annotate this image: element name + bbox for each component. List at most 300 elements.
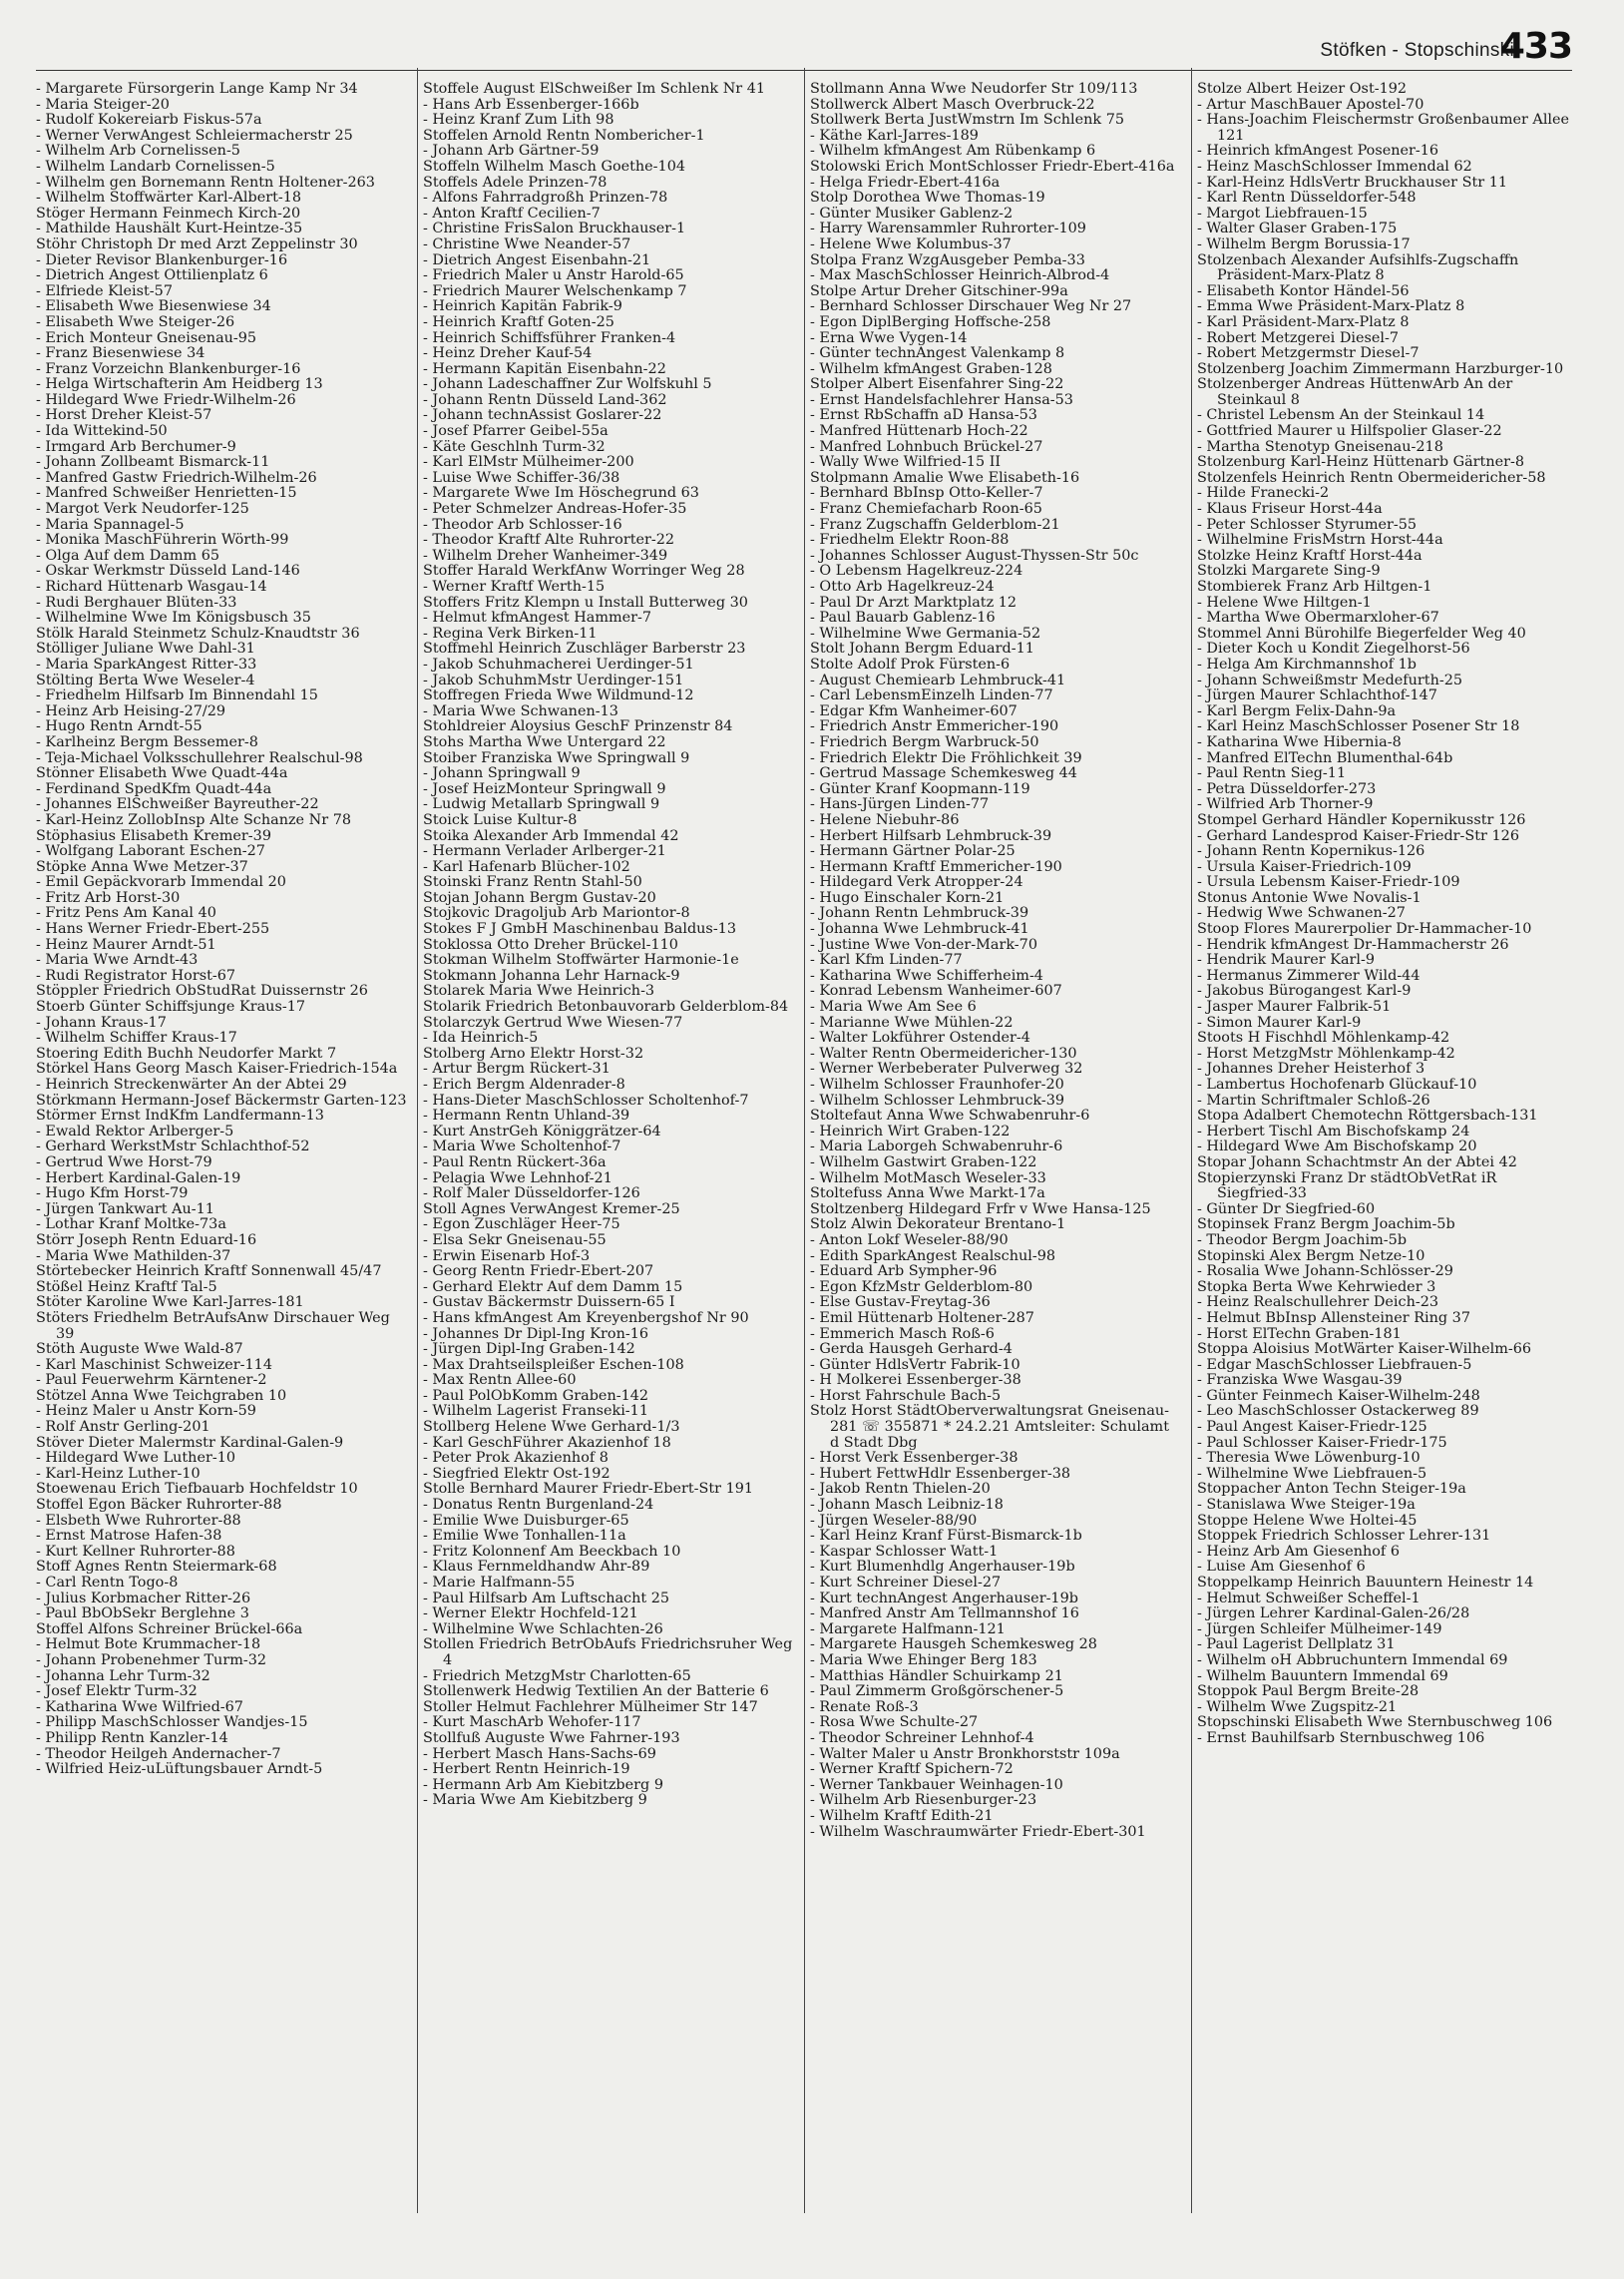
directory-entry: - Wilhelm kfmAngest Am Rübenkamp 6 — [810, 143, 1096, 160]
directory-entry: - Margarete Halfmann-121 — [810, 1620, 1006, 1637]
directory-entry: Stoinski Franz Rentn Stahl-50 — [423, 874, 642, 891]
directory-entry: Stopa Adalbert Chemotechn Röttgersbach-131 — [1197, 1108, 1538, 1125]
directory-entry: Stöpke Anna Wwe Metzer-37 — [36, 858, 248, 875]
directory-entry: - Herbert Rentn Heinrich-19 — [423, 1761, 630, 1778]
directory-entry: Stoppe Helene Wwe Holtei-45 — [1197, 1512, 1418, 1529]
directory-entry: - Johann Zollbeamt Bismarck-11 — [36, 454, 270, 471]
directory-entry: - Emilie Wwe Tonhallen-11a — [423, 1528, 626, 1545]
directory-entry: Stolp Dorothea Wwe Thomas-19 — [810, 190, 1045, 207]
directory-entry: - Hermann Verlader Arlberger-21 — [423, 843, 666, 860]
directory-entry: Stoff Agnes Rentn Steiermark-68 — [36, 1559, 277, 1576]
directory-entry: - Petra Düsseldorfer-273 — [1197, 780, 1377, 797]
directory-entry: - Erwin Eisenarb Hof-3 — [423, 1247, 591, 1264]
directory-entry: Stoffelen Arnold Rentn Nombericher-1 — [423, 127, 705, 144]
directory-entry: Stopinsek Franz Bergm Joachim-5b — [1197, 1216, 1455, 1233]
directory-entry: - Erich Monteur Gneisenau-95 — [36, 329, 257, 346]
directory-entry: - Monika MaschFührerin Wörth-99 — [36, 532, 289, 549]
directory-entry: - Friedrich Maler u Anstr Harold-65 — [423, 267, 684, 284]
directory-entry: Stopierzynski Franz Dr städtObVetRat iR Siegfried-33 — [1197, 1169, 1497, 1202]
directory-entry: - Maria Wwe Ehinger Berg 183 — [810, 1651, 1037, 1668]
directory-entry: - Heinrich Kraftf Goten-25 — [423, 313, 614, 330]
directory-entry: Stößel Heinz Kraftf Tal-5 — [36, 1278, 217, 1295]
running-head: Stöfken - Stopschinski — [1320, 40, 1514, 61]
directory-entry: - Günter Feinmech Kaiser-Wilhelm-248 — [1197, 1387, 1480, 1404]
directory-entry: Stolz Horst StädtOberverwaltungsrat Gneisenau-281 ☏ 355871 * 24.2.21 Amtsleiter: Schulamt d Stadt Dbg — [810, 1403, 1170, 1451]
directory-entry: Stolzenberg Joachim Zimmermann Harzburger-10 — [1197, 360, 1564, 377]
directory-entry: - Hendrik Maurer Karl-9 — [1197, 952, 1376, 969]
directory-entry: - Johann Probenehmer Turm-32 — [36, 1651, 267, 1668]
directory-entry: - Manfred Schweißer Henrietten-15 — [36, 485, 297, 502]
directory-entry: - Wilhelmine FrisMstrn Horst-44a — [1197, 532, 1443, 549]
directory-entry: - Stanislawa Wwe Steiger-19a — [1197, 1497, 1416, 1514]
directory-entry: Stolzenfels Heinrich Rentn Obermeidericher-58 — [1197, 469, 1546, 486]
directory-entry: Stohs Martha Wwe Untergard 22 — [423, 733, 666, 750]
directory-entry: Stolberg Arno Elektr Horst-32 — [423, 1045, 644, 1062]
directory-entry: - Günter technAngest Valenkamp 8 — [810, 345, 1065, 362]
directory-entry: - Friedrich MetzgMstr Charlotten-65 — [423, 1667, 691, 1684]
directory-entry: - Leo MaschSchlosser Ostackerweg 89 — [1197, 1403, 1479, 1420]
directory-entry: - Helga Friedr-Ebert-416a — [810, 174, 1001, 191]
directory-entry: - Karl-Heinz ZollobInsp Alte Schanze Nr 78 — [36, 811, 352, 828]
directory-entry: - Irmgard Arb Berchumer-9 — [36, 438, 236, 455]
directory-entry: - Ursula Lebensm Kaiser-Friedr-109 — [1197, 874, 1460, 891]
directory-entry: Störmer Ernst IndKfm Landfermann-13 — [36, 1108, 324, 1125]
directory-entry: Stollfuß Auguste Wwe Fahrner-193 — [423, 1729, 680, 1746]
directory-entry: - Emil Hüttenarb Holtener-287 — [810, 1309, 1034, 1326]
directory-entry: - Wilhelm oH Abbruchuntern Immendal 69 — [1197, 1651, 1508, 1668]
directory-entry: Stoll Agnes VerwAngest Kremer-25 — [423, 1200, 680, 1217]
directory-entry: - Ida Wittekind-50 — [36, 423, 168, 440]
directory-entry: - Friedrich Anstr Emmericher-190 — [810, 718, 1059, 735]
directory-entry: - Artur Bergm Rückert-31 — [423, 1061, 610, 1078]
directory-entry: - Ursula Kaiser-Friedrich-109 — [1197, 858, 1412, 875]
directory-entry: Stonus Antonie Wwe Novalis-1 — [1197, 889, 1421, 906]
directory-entry: - Wilhelm Schlosser Lehmbruck-39 — [810, 1092, 1065, 1109]
directory-entry: - Helmut BbInsp Allensteiner Ring 37 — [1197, 1309, 1470, 1326]
directory-entry: - Elfriede Kleist-57 — [36, 282, 173, 299]
directory-entry: - Gustav Bäckermstr Duissern-65 I — [423, 1294, 675, 1311]
directory-entry: - Richard Hüttenarb Wasgau-14 — [36, 579, 267, 595]
directory-entry: - Wilhelm Schiffer Kraus-17 — [36, 1030, 237, 1047]
directory-entry: - Elisabeth Wwe Biesenwiese 34 — [36, 298, 271, 315]
directory-entry: - Wally Wwe Wilfried-15 II — [810, 454, 1002, 471]
page-header — [0, 0, 1624, 72]
directory-entry: - Werner Kraftf Werth-15 — [423, 579, 606, 595]
directory-entry: - Maria Wwe Am Kiebitzberg 9 — [423, 1792, 647, 1809]
directory-entry: - Werner Tankbauer Weinhagen-10 — [810, 1776, 1063, 1793]
directory-entry: - Gerhard Elektr Auf dem Damm 15 — [423, 1278, 683, 1295]
directory-entry: - Heinrich Streckenwärter An der Abtei 29 — [36, 1077, 347, 1093]
directory-entry: - Johann Masch Leibniz-18 — [810, 1497, 1004, 1514]
directory-entry: - Franz Biesenwiese 34 — [36, 345, 205, 362]
directory-entry: - Wilhelm Gastwirt Graben-122 — [810, 1153, 1037, 1170]
directory-entry: - Egon DiplBerging Hoffsche-258 — [810, 313, 1051, 330]
directory-entry: - Wilhelm Stoffwärter Karl-Albert-18 — [36, 190, 302, 207]
directory-entry: - Wilhelm Arb Cornelissen-5 — [36, 143, 240, 160]
directory-entry: - Gerhard Landesprod Kaiser-Friedr-Str 126 — [1197, 827, 1519, 844]
directory-entry: - Helmut kfmAngest Hammer-7 — [423, 610, 652, 627]
directory-entry: Störkmann Hermann-Josef Bäckermstr Garten-123 — [36, 1092, 407, 1109]
directory-entry: - Paul Schlosser Kaiser-Friedr-175 — [1197, 1434, 1447, 1451]
directory-entry: - Walter Maler u Anstr Bronkhorststr 109a — [810, 1745, 1120, 1762]
directory-entry: Stoffele August ElSchweißer Im Schlenk Nr 41 — [423, 82, 766, 97]
directory-entry: - Carl Rentn Togo-8 — [36, 1575, 179, 1591]
directory-entry: - Johannes Schlosser August-Thyssen-Str 50c — [810, 547, 1139, 564]
directory-entry: - Hugo Rentn Arndt-55 — [36, 718, 203, 735]
directory-entry: - Hans-Joachim Fleischermstr Großenbaumer Allee 121 — [1197, 112, 1570, 144]
directory-entry: - Max Drahtseilspleißer Eschen-108 — [423, 1356, 684, 1373]
directory-entry: Stoltefuss Anna Wwe Markt-17a — [810, 1185, 1045, 1202]
directory-entry: - Matthias Händler Schuirkamp 21 — [810, 1667, 1063, 1684]
directory-entry: - Hermanus Zimmerer Wild-44 — [1197, 967, 1421, 984]
directory-entry: Stoffeln Wilhelm Masch Goethe-104 — [423, 158, 686, 175]
directory-entry: - Wilfried Heiz-uLüftungsbauer Arndt-5 — [36, 1761, 323, 1778]
directory-entry: Stöhr Christoph Dr med Arzt Zeppelinstr 30 — [36, 235, 358, 252]
directory-entry: - Wilhelm Kraftf Edith-21 — [810, 1807, 994, 1824]
directory-entry: Stolle Bernhard Maurer Friedr-Ebert-Str 191 — [423, 1481, 754, 1498]
directory-entry: - Carl LebensmEinzelh Linden-77 — [810, 687, 1053, 704]
directory-entry: - Martha Stenotyp Gneisenau-218 — [1197, 438, 1443, 455]
directory-entry: - Günter Kranf Koopmann-119 — [810, 780, 1030, 797]
directory-entry: Stoffers Fritz Klempn u Install Butterweg 30 — [423, 594, 748, 611]
directory-entry: - Manfred Hüttenarb Hoch-22 — [810, 423, 1028, 440]
directory-entry: - Heinz Dreher Kauf-54 — [423, 345, 593, 362]
directory-entry: - Kaspar Schlosser Watt-1 — [810, 1543, 999, 1560]
directory-entry: - Robert Metzgermstr Diesel-7 — [1197, 345, 1420, 362]
directory-entry: - Renate Roß-3 — [810, 1698, 919, 1715]
directory-entry: Stoller Helmut Fachlehrer Mülheimer Str 147 — [423, 1698, 758, 1715]
directory-entry: Stölting Berta Wwe Weseler-4 — [36, 672, 255, 688]
directory-entry: - Margarete Wwe Im Höschegrund 63 — [423, 485, 699, 502]
directory-entry: - Karl Bergm Felix-Dahn-9a — [1197, 702, 1397, 719]
directory-entry: Stoltefaut Anna Wwe Schwabenruhr-6 — [810, 1108, 1090, 1125]
directory-entry: - Theresia Wwe Löwenburg-10 — [1197, 1450, 1421, 1467]
directory-entry: - Theodor Arb Schlosser-16 — [423, 516, 622, 533]
directory-entry: - Kurt Schreiner Diesel-27 — [810, 1575, 1002, 1591]
directory-entry: - Ernst Handelsfachlehrer Hansa-53 — [810, 391, 1073, 408]
directory-entry: - Luise Wwe Schiffer-36/38 — [423, 469, 620, 486]
directory-entry: Stollen Friedrich BetrObAufs Friedrichsruher Weg 4 — [423, 1636, 793, 1668]
directory-entry: - Hildegard Wwe Friedr-Wilhelm-26 — [36, 391, 296, 408]
directory-entry: - Fritz Pens Am Kanal 40 — [36, 905, 216, 922]
directory-entry: - Jürgen Maurer Schlachthof-147 — [1197, 687, 1437, 704]
directory-entry: Stoiber Franziska Wwe Springwall 9 — [423, 749, 690, 766]
directory-entry: - Friedrich Elektr Die Fröhlichkeit 39 — [810, 749, 1082, 766]
directory-entry: - Elsbeth Wwe Ruhrorter-88 — [36, 1512, 241, 1529]
directory-entry: - Horst Fahrschule Bach-5 — [810, 1387, 1002, 1404]
directory-entry: - Walter Glaser Graben-175 — [1197, 221, 1398, 237]
directory-entry: - Franz Chemiefacharb Roon-65 — [810, 501, 1042, 518]
directory-entry: - Otto Arb Hagelkreuz-24 — [810, 579, 995, 595]
directory-entry: Stoffmehl Heinrich Zuschläger Barberstr 23 — [423, 641, 746, 658]
directory-entry: - Gerda Hausgeh Gerhard-4 — [810, 1341, 1013, 1358]
directory-entry: - Eduard Arb Sympher-96 — [810, 1263, 998, 1280]
directory-entry: - Gertrud Wwe Horst-79 — [36, 1153, 212, 1170]
directory-entry: - Theodor Bergm Joachim-5b — [1197, 1231, 1408, 1248]
directory-entry: - Horst Verk Essenberger-38 — [810, 1450, 1018, 1467]
directory-entry: - Heinrich Kapitän Fabrik-9 — [423, 298, 622, 315]
directory-entry: - Egon Zuschläger Heer-75 — [423, 1216, 620, 1233]
directory-entry: - Wilhelm Wwe Zugspitz-21 — [1197, 1698, 1398, 1715]
directory-entry: - Manfred ElTechn Blumenthal-64b — [1197, 749, 1453, 766]
directory-entry: Stötzel Anna Wwe Teichgraben 10 — [36, 1387, 287, 1404]
directory-entry: - Oskar Werkmstr Düsseld Land-146 — [36, 563, 300, 580]
directory-entry: - Bernhard Schlosser Dirschauer Weg Nr 27 — [810, 298, 1132, 315]
column-divider — [1191, 68, 1192, 2213]
directory-entry: - Hildegard Wwe Am Bischofskamp 20 — [1197, 1139, 1477, 1155]
directory-entry: - Heinrich Schiffsführer Franken-4 — [423, 329, 676, 346]
directory-entry: - Wilfried Arb Thorner-9 — [1197, 796, 1374, 813]
directory-entry: - Karl Rentn Düsseldorfer-548 — [1197, 190, 1417, 207]
directory-entry: - Wilhelmine Wwe Liebfrauen-5 — [1197, 1465, 1427, 1482]
directory-entry: - Karl Hafenarb Blücher-102 — [423, 858, 630, 875]
directory-entry: Stoick Luise Kultur-8 — [423, 811, 578, 828]
directory-entry: - Helene Wwe Hiltgen-1 — [1197, 594, 1372, 611]
directory-entry: Stöter Karoline Wwe Karl-Jarres-181 — [36, 1294, 304, 1311]
directory-entry: - Karl Kfm Linden-77 — [810, 952, 963, 969]
directory-entry: Stoppacher Anton Techn Steiger-19a — [1197, 1481, 1466, 1498]
directory-entry: - Maria Wwe Am See 6 — [810, 999, 977, 1016]
directory-entry: - Heinz Kranf Zum Lith 98 — [423, 112, 614, 129]
directory-entry: - Klaus Fernmeldhandw Ahr-89 — [423, 1559, 650, 1576]
directory-entry: - Theodor Schreiner Lehnhof-4 — [810, 1729, 1034, 1746]
directory-entry: - Josef Pfarrer Geibel-55a — [423, 423, 609, 440]
directory-entry: Stolarczyk Gertrud Wwe Wiesen-77 — [423, 1014, 683, 1031]
directory-entry: Stoffregen Frieda Wwe Wildmund-12 — [423, 687, 694, 704]
directory-entry: - Anton Lokf Weseler-88/90 — [810, 1231, 1009, 1248]
directory-entry: - Hermann Rentn Uhland-39 — [423, 1108, 630, 1125]
directory-entry: - Helga Am Kirchmannshof 1b — [1197, 656, 1417, 673]
directory-entry: - Helene Wwe Kolumbus-37 — [810, 235, 1012, 252]
directory-entry: - Johannes Dr Dipl-Ing Kron-16 — [423, 1325, 649, 1342]
directory-entry: - Lothar Kranf Moltke-73a — [36, 1216, 226, 1233]
directory-entry: Stoltzenberg Hildegard Frfr v Wwe Hansa-125 — [810, 1200, 1151, 1217]
directory-entry: - Rolf Maler Düsseldorfer-126 — [423, 1185, 640, 1202]
directory-entry: - Wilhelm Bergm Borussia-17 — [1197, 235, 1411, 252]
directory-entry: Stolowski Erich MontSchlosser Friedr-Ebert-416a — [810, 158, 1175, 175]
directory-entry: - Luise Am Giesenhof 6 — [1197, 1559, 1366, 1576]
directory-entry: - Anton Kraftf Cecilien-7 — [423, 205, 601, 222]
directory-entry: - Manfred Anstr Am Tellmannshof 16 — [810, 1605, 1079, 1622]
directory-entry: - Christine Wwe Neander-57 — [423, 235, 631, 252]
directory-entry: - Rosalia Wwe Johann-Schlösser-29 — [1197, 1263, 1453, 1280]
directory-entry: - Margarete Fürsorgerin Lange Kamp Nr 34 — [36, 82, 358, 97]
directory-entry: Stolzke Heinz Kraftf Horst-44a — [1197, 547, 1422, 564]
directory-entry: - Jakob Rentn Thielen-20 — [810, 1481, 991, 1498]
directory-entry: Stoffer Harald WerkfAnw Worringer Weg 28 — [423, 563, 745, 580]
directory-entry: - Rosa Wwe Schulte-27 — [810, 1714, 979, 1731]
directory-entry: - Horst Dreher Kleist-57 — [36, 407, 212, 424]
directory-entry: - Robert Metzgerei Diesel-7 — [1197, 329, 1399, 346]
page-number: 433 — [1499, 26, 1572, 67]
directory-entry: - Konrad Lebensm Wanheimer-607 — [810, 983, 1062, 1000]
directory-entry: - Philipp MaschSchlosser Wandjes-15 — [36, 1714, 308, 1731]
directory-entry: - Elisabeth Wwe Steiger-26 — [36, 313, 235, 330]
directory-entry: - Else Gustav-Freytag-36 — [810, 1294, 991, 1311]
directory-entry: Stöver Dieter Malermstr Kardinal-Galen-9 — [36, 1434, 344, 1451]
directory-entry: - Klaus Friseur Horst-44a — [1197, 501, 1383, 518]
directory-entry: - Kurt Kellner Ruhrorter-88 — [36, 1543, 235, 1560]
directory-entry: - Martha Wwe Obermarxloher-67 — [1197, 610, 1439, 627]
directory-entry: - Friedrich Maurer Welschenkamp 7 — [423, 282, 687, 299]
directory-entry: - Werner Werbeberater Pulverweg 32 — [810, 1061, 1083, 1078]
directory-entry: - Herbert Kardinal-Galen-19 — [36, 1169, 241, 1186]
directory-entry: - Pelagia Wwe Lehnhof-21 — [423, 1169, 612, 1186]
directory-entry: - Ferdinand SpedKfm Quadt-44a — [36, 780, 272, 797]
directory-entry: - Heinz Arb Am Giesenhof 6 — [1197, 1543, 1400, 1560]
directory-entry: - Karl ElMstr Mülheimer-200 — [423, 454, 634, 471]
directory-entry: - Heinrich Wirt Graben-122 — [810, 1123, 1011, 1140]
directory-entry: Stolpe Artur Dreher Gitschiner-99a — [810, 282, 1068, 299]
directory-entry: - Siegfried Elektr Ost-192 — [423, 1465, 610, 1482]
directory-entry: Stölk Harald Steinmetz Schulz-Knaudtstr 36 — [36, 625, 360, 642]
directory-entry: - Simon Maurer Karl-9 — [1197, 1014, 1362, 1031]
directory-entry: Stoffel Egon Bäcker Ruhrorter-88 — [36, 1497, 282, 1514]
directory-entry: - Günter HdlsVertr Fabrik-10 — [810, 1356, 1020, 1373]
directory-entry: Störkel Hans Georg Masch Kaiser-Friedrich-154a — [36, 1061, 398, 1078]
directory-entry: Stönner Elisabeth Wwe Quadt-44a — [36, 765, 288, 782]
directory-entry: - Karl Heinz Kranf Fürst-Bismarck-1b — [810, 1528, 1082, 1545]
directory-entry: - Hans Arb Essenberger-166b — [423, 96, 639, 113]
directory-entry: - Maria Wwe Mathilden-37 — [36, 1247, 231, 1264]
directory-entry: - Herbert Hilfsarb Lehmbruck-39 — [810, 827, 1052, 844]
directory-entry: - Helga Wirtschafterin Am Heidberg 13 — [36, 376, 323, 393]
directory-entry: Stolarek Maria Wwe Heinrich-3 — [423, 983, 655, 1000]
directory-entry: - Fritz Arb Horst-30 — [36, 889, 181, 906]
directory-entry: - Paul PolObKomm Graben-142 — [423, 1387, 649, 1404]
directory-entry: - Paul Rentn Rückert-36a — [423, 1153, 607, 1170]
directory-entry: - Heinrich kfmAngest Posener-16 — [1197, 143, 1439, 160]
directory-entry: - Heinz Realschullehrer Deich-23 — [1197, 1294, 1439, 1311]
directory-entry: - Peter Schlosser Styrumer-55 — [1197, 516, 1418, 533]
directory-entry: - Kurt Blumenhdlg Angerhauser-19b — [810, 1559, 1075, 1576]
directory-entry: - Jürgen Dipl-Ing Graben-142 — [423, 1341, 635, 1358]
directory-entry: - Hermann Arb Am Kiebitzberg 9 — [423, 1776, 663, 1793]
directory-entry: - Johann Rentn Düsseld Land-362 — [423, 391, 667, 408]
directory-entry: - Erich Bergm Aldenrader-8 — [423, 1077, 625, 1093]
directory-entry: - Wilhelm Arb Riesenburger-23 — [810, 1792, 1037, 1809]
directory-entry: - Peter Schmelzer Andreas-Hofer-35 — [423, 501, 687, 518]
directory-entry: - Karl-Heinz Luther-10 — [36, 1465, 201, 1482]
directory-entry: - Emilie Wwe Duisburger-65 — [423, 1512, 629, 1529]
directory-entry: - Ernst Matrose Hafen-38 — [36, 1528, 222, 1545]
directory-entry: Stoklossa Otto Dreher Brückel-110 — [423, 936, 678, 953]
directory-entry: - Edgar MaschSchlosser Liebfrauen-5 — [1197, 1356, 1472, 1373]
directory-entry: Stöphasius Elisabeth Kremer-39 — [36, 827, 271, 844]
directory-entry: - Elsa Sekr Gneisenau-55 — [423, 1231, 607, 1248]
directory-entry: - Ernst RbSchaffn aD Hansa-53 — [810, 407, 1037, 424]
directory-entry: - Walter Rentn Obermeidericher-130 — [810, 1045, 1077, 1062]
directory-entry: - Wilhelm Dreher Wanheimer-349 — [423, 547, 668, 564]
directory-entry: - Egon KfzMstr Gelderblom-80 — [810, 1278, 1033, 1295]
directory-entry: - Wilhelmine Wwe Im Königsbusch 35 — [36, 610, 311, 627]
directory-entry: - Kurt MaschArb Wehofer-117 — [423, 1714, 641, 1731]
directory-entry: - Erna Wwe Vygen-14 — [810, 329, 968, 346]
directory-entry: - Edith SparkAngest Realschul-98 — [810, 1247, 1056, 1264]
directory-entry: - Hedwig Wwe Schwanen-27 — [1197, 905, 1406, 922]
directory-entry: - Margarete Hausgeh Schemkesweg 28 — [810, 1636, 1097, 1653]
directory-entry: - Heinz Arb Heising-27/29 — [36, 702, 226, 719]
directory-entry: - Maria Wwe Arndt-43 — [36, 952, 199, 969]
directory-entry: - Hugo Einschaler Korn-21 — [810, 889, 1005, 906]
directory-entry: - Theodor Heilgeh Andernacher-7 — [36, 1745, 281, 1762]
directory-entry: - Hilde Franecki-2 — [1197, 485, 1330, 502]
directory-entry: - Josef Elektr Turm-32 — [36, 1683, 198, 1700]
directory-entry: Stollmann Anna Wwe Neudorfer Str 109/113 — [810, 82, 1138, 97]
directory-entry: - Wolfgang Laborant Eschen-27 — [36, 843, 265, 860]
directory-entry: - Wilhelm MotMasch Weseler-33 — [810, 1169, 1046, 1186]
directory-entry: Stolz Alwin Dekorateur Brentano-1 — [810, 1216, 1066, 1233]
directory-entry: Stoffels Adele Prinzen-78 — [423, 174, 608, 191]
directory-entry: - Gerhard WerkstMstr Schlachthof-52 — [36, 1139, 310, 1155]
directory-entry: - Johanna Wwe Lehmbruck-41 — [810, 921, 1029, 938]
directory-entry: - Paul Hilfsarb Am Luftschacht 25 — [423, 1590, 670, 1606]
directory-entry: - Rolf Anstr Gerling-201 — [36, 1419, 210, 1436]
directory-entry: - Hans-Dieter MaschSchlosser Scholtenhof-7 — [423, 1092, 749, 1109]
directory-entry: - Katharina Wwe Schifferheim-4 — [810, 967, 1043, 984]
directory-entry: - Philipp Rentn Kanzler-14 — [36, 1729, 228, 1746]
directory-entry: - Martin Schriftmaler Schloß-26 — [1197, 1092, 1430, 1109]
directory-entry: - Gertrud Massage Schemkesweg 44 — [810, 765, 1077, 782]
directory-entry: - Friedhelm Hilfsarb Im Binnendahl 15 — [36, 687, 318, 704]
directory-entry: Stolt Johann Bergm Eduard-11 — [810, 641, 1034, 658]
directory-entry: Stojkovic Dragoljub Arb Mariontor-8 — [423, 905, 690, 922]
directory-entry: Stopinski Alex Bergm Netze-10 — [1197, 1247, 1425, 1264]
directory-entry: Stolzki Margarete Sing-9 — [1197, 563, 1381, 580]
directory-entry: - Johann technAssist Goslarer-22 — [423, 407, 662, 424]
directory-entry: - Teja-Michael Volksschullehrer Realschul-98 — [36, 749, 363, 766]
directory-entry: Stolzenberger Andreas HüttenwArb An der Steinkaul 8 — [1197, 376, 1513, 408]
directory-entry: Stoop Flores Maurerpolier Dr-Hammacher-10 — [1197, 921, 1532, 938]
directory-entry: Stollberg Helene Wwe Gerhard-1/3 — [423, 1419, 680, 1436]
directory-entry: - Ernst Bauhilfsarb Sternbuschweg 106 — [1197, 1729, 1485, 1746]
directory-entry: Stoppok Paul Bergm Breite-28 — [1197, 1683, 1420, 1700]
directory-entry: Stohldreier Aloysius GeschF Prinzenstr 84 — [423, 718, 733, 735]
directory-entry: - Paul BbObSekr Berglehne 3 — [36, 1605, 249, 1622]
directory-entry: - Werner VerwAngest Schleiermacherstr 25 — [36, 127, 353, 144]
directory-entry: - Käthe Karl-Jarres-189 — [810, 127, 979, 144]
directory-entry: - Paul Feuerwehrm Kärntener-2 — [36, 1372, 267, 1389]
column-4 — [1197, 82, 1572, 2217]
directory-entry: - Emmerich Masch Roß-6 — [810, 1325, 995, 1342]
directory-entry: - Lambertus Hochofenarb Glückauf-10 — [1197, 1077, 1477, 1093]
directory-entry: - Wilhelmine Wwe Schlachten-26 — [423, 1620, 663, 1637]
directory-entry: - Jasper Maurer Falbrik-51 — [1197, 999, 1392, 1016]
directory-entry: - Olga Auf dem Damm 65 — [36, 547, 220, 564]
directory-entry: - Johann Rentn Lehmbruck-39 — [810, 905, 1029, 922]
directory-entry: - Franz Zugschaffn Gelderblom-21 — [810, 516, 1060, 533]
directory-entry: - Ludwig Metallarb Springwall 9 — [423, 796, 660, 813]
directory-entry: - Karl-Heinz HdlsVertr Bruckhauser Str 11 — [1197, 174, 1508, 191]
directory-entry: - Wilhelmine Wwe Germania-52 — [810, 625, 1041, 642]
directory-entry: - Werner Kraftf Spichern-72 — [810, 1761, 1014, 1778]
directory-entry: Stoffel Alfons Schreiner Brückel-66a — [36, 1620, 303, 1637]
directory-entry: - Katharina Wwe Hibernia-8 — [1197, 733, 1402, 750]
directory-entry: - Karl Maschinist Schweizer-114 — [36, 1356, 272, 1373]
directory-entry: - Walter Lokführer Ostender-4 — [810, 1030, 1030, 1047]
directory-entry: - Hildegard Verk Atropper-24 — [810, 874, 1023, 891]
directory-entry: - Paul Zimmerm Großgörschener-5 — [810, 1683, 1064, 1700]
directory-entry: Stolper Albert Eisenfahrer Sing-22 — [810, 376, 1064, 393]
directory-entry: - Georg Rentn Friedr-Ebert-207 — [423, 1263, 654, 1280]
directory-entry: Stompel Gerhard Händler Kopernikusstr 126 — [1197, 811, 1526, 828]
directory-entry: Stollwerk Berta JustWmstrn Im Schlenk 75 — [810, 112, 1125, 129]
directory-entry: - Regina Verk Birken-11 — [423, 625, 598, 642]
directory-entry: Stoika Alexander Arb Immendal 42 — [423, 827, 679, 844]
directory-entry: - Artur MaschBauer Apostel-70 — [1197, 96, 1424, 113]
directory-entry: - Johannes ElSchweißer Bayreuther-22 — [36, 796, 319, 813]
directory-entry: - Karl Heinz MaschSchlosser Posener Str 18 — [1197, 718, 1520, 735]
